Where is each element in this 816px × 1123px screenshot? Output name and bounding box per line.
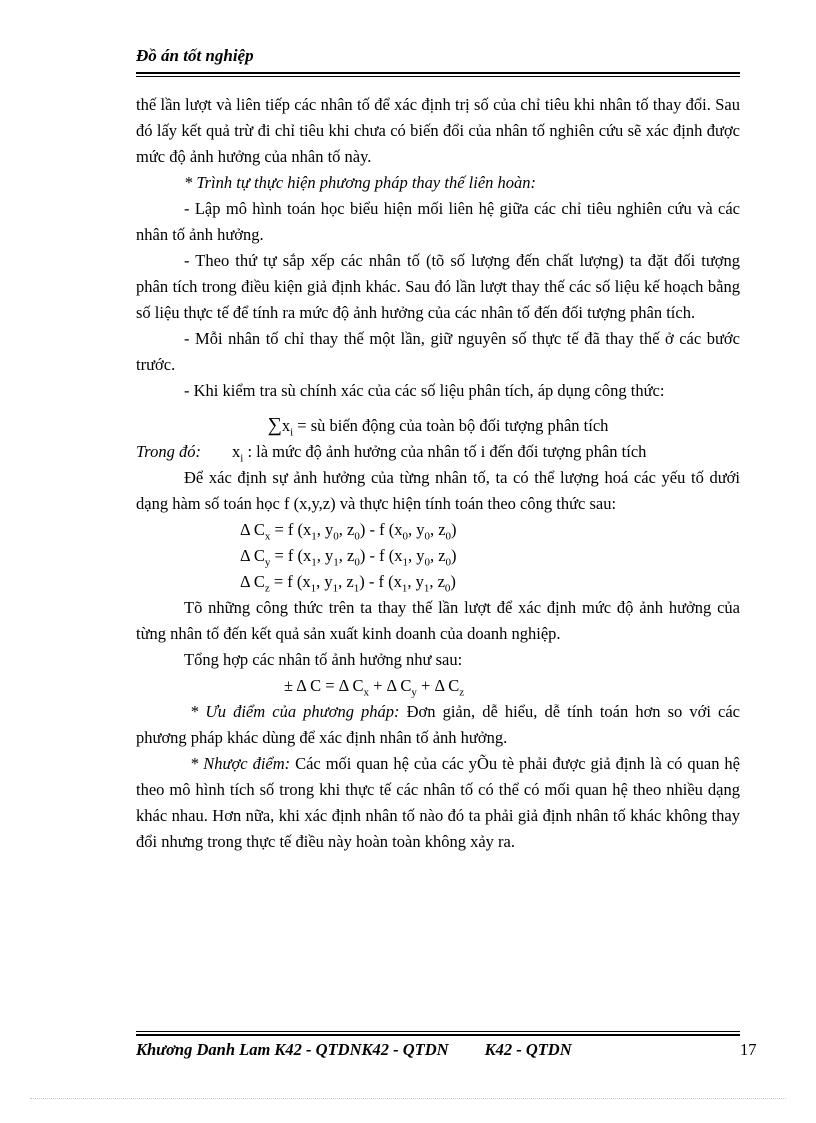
header-rule-thick [136, 72, 740, 74]
header-rule-thin [136, 76, 740, 77]
paragraph: - Lập mô hình toán học biểu hiện mối liên hệ giữa các chỉ tiêu nghiên cứu và các nhân tố ảnh hưởng. [136, 199, 740, 244]
equation-delta-cy: Δ $C_y = f$ ($x_1$, $y_1$, $z_0$) - f ($x_1$, $y_0$, $z_0$) [240, 546, 457, 569]
section-heading: * Trình tự thực hiện phương pháp thay thế liên hoàn: [184, 173, 537, 192]
equation-delta-cx: Δ $C_x = f$ ($x_1$, $y_0$, $z_0$) - f ($x_0$, $y_0$, $z_0$) [240, 520, 457, 543]
page-bottom-divider [30, 1098, 786, 1099]
formula-definition: Trong đó: $x_i$ : là mức độ ảnh hưởng của nhân tố i đến đối tượng phân tích [136, 442, 647, 465]
equation-delta-cz: Δ $C_z = f$ ($x_1$, $y_1$, $z_1$) - f ($x_1$, $y_1$, $z_0$) [240, 572, 456, 595]
paragraph: - Theo thứ tự sắp xếp các nhân tố (tõ số lượng đến chất lượng) ta đặt đối tượng phân tích trong điều kiện giả định khác. Sau đó lần lượt thay thế các số liệu kế hoạch bằng số liệu thực tế để tính ra mức độ ảnh hưởng của các nhân tố đến đối tượng phân tích. [136, 251, 740, 322]
paragraph: - Khi kiểm tra sù chính xác của các số liệu phân tích, áp dụng công thức: [184, 381, 665, 400]
paragraph: Để xác định sự ảnh hưởng của từng nhân tố, ta có thể lượng hoá các yếu tố dưới dạng hàm số toán học f (x,y,z) và thực hiện tính toán theo công thức sau: [136, 468, 740, 513]
paragraph-disadvantages: * Nhược điểm: Các mối quan hệ của các yÕu tè phải được giả định là có quan hệ theo mô hình tích số trong khi thực tế các nhân tố có thể có mối quan hệ theo nhiều dạng khác nhau. Hơn nữa, khi xác định nhân tố nào đó ta phải giả định nhân tố khác không thay đổi nhưng trong thực tế điều này hoàn toàn không xảy ra. [136, 754, 740, 851]
document-body [136, 92, 740, 855]
footer-author: Khương Danh Lam K42 - QTDNK42 - QTDN K42 - QTDN [136, 1040, 572, 1059]
equation-total-delta: ± Δ C = Δ $C_x + \Delta$ $C_y + \Delta$ $C_z$ [284, 676, 465, 699]
paragraph: thế lần lượt và liên tiếp các nhân tố để xác định trị số của chỉ tiêu khi nhân tố thay đổi. Sau đó lấy kết quả trừ đi chỉ tiêu khi chưa có biến đổi của nhân tố nghiên cứu sẽ xác định được mức độ ảnh hưởng của nhân tố này. [136, 95, 740, 166]
paragraph: Tõ những công thức trên ta thay thế lần lượt để xác định mức độ ảnh hưởng của từng nhân tố đến kết quả sản xuất kinh doanh của doanh nghiệp. [136, 598, 740, 643]
footer-rule-thin [136, 1031, 740, 1032]
footer-rule-thick [136, 1034, 740, 1036]
paragraph-advantages: * Ưu điểm của phương pháp: Đơn giản, dễ hiểu, dễ tính toán hơn so với các phương pháp khác dùng để xác định nhân tố ảnh hưởng. [136, 702, 740, 747]
formula-sum: $\sum x_i$ = sù biến động của toàn bộ đối tượng phân tích [267, 414, 609, 439]
paragraph: Tổng hợp các nhân tố ảnh hưởng như sau: [184, 650, 463, 669]
document-header-title: Đồ án tốt nghiệp [136, 46, 254, 65]
page-number: 17 [740, 1040, 757, 1059]
footer-class: K42 - QTDN [484, 1040, 572, 1059]
paragraph: - Mỗi nhân tố chỉ thay thế một lần, giữ nguyên số thực tế đã thay thế ở các bước trước. [136, 329, 740, 374]
